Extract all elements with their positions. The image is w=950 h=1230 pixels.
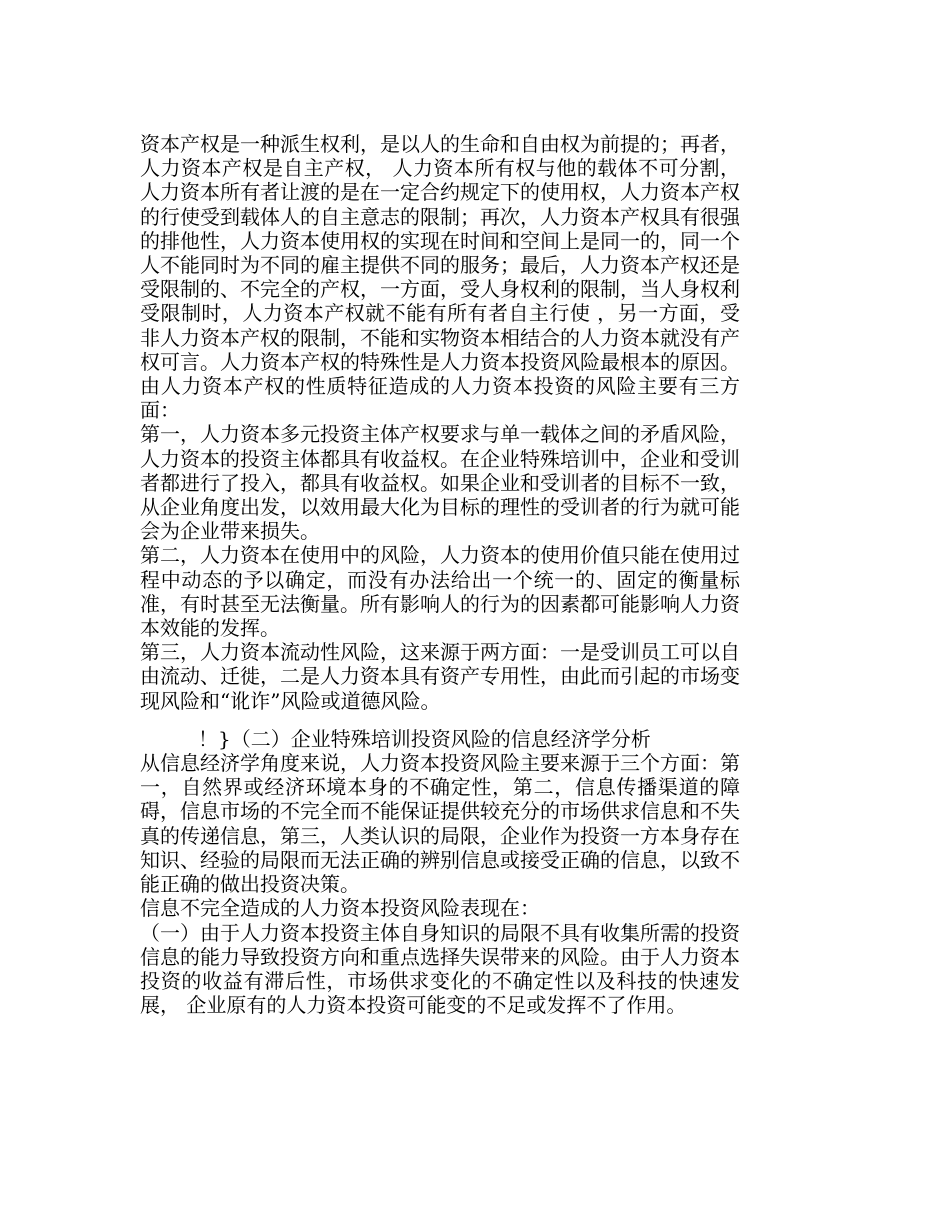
- section-heading: ！}（二）企业特殊培训投资风险的信息经济学分析: [198, 726, 651, 751]
- paragraph-risk-two: 第二，人力资本在使用中的风险，人力资本的使用价值只能在使用过程中动态的予以确定，而没有办法给出一个统一的、固定的衡量标准，有时甚至无法衡量。所有影响人的行为的因素都可能影响人力资本效能的发挥。: [140, 543, 740, 641]
- paragraph-risk-one: 第一，人力资本多元投资主体产权要求与单一载体之间的矛盾风险，人力资本的投资主体都具有收益权。在企业特殊培训中，企业和受训者都进行了投入，都具有收益权。如果企业和受训者的目标不一致，从企业角度出发，以效用最大化为目标的理性的受训者的行为就可能会为企业带来损失。: [140, 422, 740, 544]
- paragraph-property-rights: 资本产权是一种派生权利，是以人的生命和自由权为前提的；再者，人力资本产权是自主产权， 人力资本所有权与他的载体不可分割，人力资本所有者让渡的是在一定合约规定下的使用权，人力资本产权的行使受到载体人的自主意志的限制；再次，人力资本产权具有很强的排他性，人力资本使用权的实现在时间和空间上是同一的，同一个人不能同时为不同的雇主提供不同的服务；最后，人力资本产权还是受限制的、不完全的产权，一方面，受人身权利的限制，当人身权利受限制时，人力资本产权就不能有所有者自主行使 ，另一方面，受非人力资本产权的限制，不能和实物资本相结合的人力资本就没有产权可言。人力资本产权的特殊性是人力资本投资风险最根本的原因。由人力资本产权的性质特征造成的人力资本投资的风险主要有三方面：: [140, 132, 740, 423]
- paragraph-risk-three: 第三，人力资本流动性风险，这来源于两方面：一是受训员工可以自由流动、迁徙，二是人力资本具有资产专用性，由此而引起的市场变现风险和“讹诈”风险或道德风险。: [140, 640, 740, 713]
- paragraph-knowledge-limit: （一）由于人力资本投资主体自身知识的局限不具有收集所需的投资信息的能力导致投资方向和重点选择失误带来的风险。由于人力资本投资的收益有滞后性，市场供求变化的不确定性以及科技的快速发展， 企业原有的人力资本投资可能变的不足或发挥不了作用。: [140, 920, 740, 1018]
- document-page: [140, 132, 740, 1017]
- paragraph-info-economics: 从信息经济学角度来说，人力资本投资风险主要来源于三个方面：第一，自然界或经济环境本身的不确定性，第二，信息传播渠道的障碍，信息市场的不完全而不能保证提供较充分的市场供求信息和不失真的传递信息，第三，人类认识的局限，企业作为投资一方本身存在知识、经验的局限而无法正确的辨别信息或接受正确的信息，以致不能正确的做出投资决策。: [140, 751, 740, 897]
- paragraph-info-incomplete: 信息不完全造成的人力资本投资风险表现在：: [140, 896, 540, 921]
